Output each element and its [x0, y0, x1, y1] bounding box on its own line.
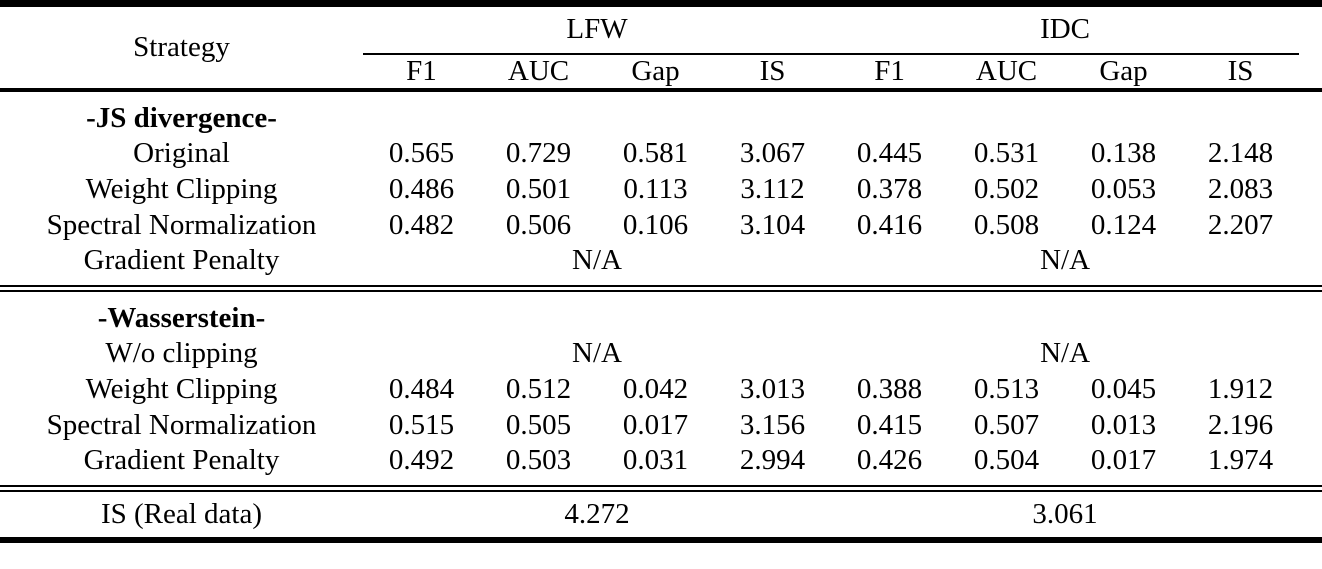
row-label: Weight Clipping — [85, 173, 278, 206]
col-header-lfw-gap: Gap — [597, 54, 714, 90]
empty-cell — [1299, 244, 1322, 289]
cell: 0.486 — [388, 173, 455, 206]
empty-cell — [1299, 136, 1322, 172]
cell: 0.415 — [856, 408, 923, 441]
cell: 0.378 — [856, 173, 923, 206]
cell: 3.104 — [739, 209, 806, 242]
cell: 0.512 — [505, 372, 572, 405]
col-header-lfw-f1: F1 — [363, 54, 480, 90]
na-cell-lfw: N/A — [572, 336, 622, 369]
cell: 0.565 — [388, 137, 455, 170]
cell: 0.106 — [622, 209, 689, 242]
empty-cell — [1299, 172, 1322, 208]
na-cell-idc: N/A — [831, 244, 1299, 289]
col-header-lfw-is: IS — [714, 54, 831, 90]
cell: 0.053 — [1090, 173, 1157, 206]
table-row — [0, 244, 1322, 289]
cell: 3.156 — [739, 408, 806, 441]
row-label: Weight Clipping — [85, 372, 278, 405]
cell: 3.013 — [739, 372, 806, 405]
cell: 0.388 — [856, 372, 923, 405]
cell: 0.508 — [973, 209, 1040, 242]
col-header-idc-f1: F1 — [831, 54, 948, 90]
col-header-idc-is: IS — [1182, 54, 1299, 90]
cell: 0.138 — [1090, 137, 1157, 170]
empty-cell — [1299, 372, 1322, 408]
cell: 0.531 — [973, 137, 1040, 170]
cell: 1.912 — [1207, 372, 1274, 405]
cell: 0.492 — [363, 444, 480, 489]
empty-cell — [363, 90, 1299, 136]
cell: 0.513 — [973, 372, 1040, 405]
strategy-column-header: Strategy — [0, 4, 363, 90]
section-title: -Wasserstein- — [97, 302, 266, 335]
empty-cell — [1299, 289, 1322, 336]
cell: 2.196 — [1207, 408, 1274, 441]
cell: 0.515 — [388, 408, 455, 441]
cell: 0.416 — [856, 209, 923, 242]
row-label: Spectral Normalization — [46, 209, 317, 242]
cell: 3.112 — [740, 173, 805, 206]
cell: 0.501 — [505, 173, 572, 206]
table-row — [0, 372, 1322, 408]
cell: 2.207 — [1207, 209, 1274, 242]
real-is-lfw: 4.272 — [564, 497, 630, 530]
empty-cell — [1299, 90, 1322, 136]
col-header-idc-auc: AUC — [948, 54, 1065, 90]
cell: 1.974 — [1182, 444, 1299, 489]
section-title: -JS divergence- — [86, 102, 277, 135]
cell: 0.445 — [856, 137, 923, 170]
empty-cell — [1299, 336, 1322, 372]
empty-cell — [1299, 444, 1322, 489]
empty-cell — [363, 289, 1299, 336]
table-row — [0, 408, 1322, 444]
header-spacer — [1299, 4, 1322, 90]
cell: 0.124 — [1090, 209, 1157, 242]
empty-cell — [1299, 488, 1322, 540]
empty-cell — [1299, 208, 1322, 244]
cell: 3.067 — [739, 137, 806, 170]
group-header-idc: IDC — [1040, 13, 1091, 46]
col-header-lfw-auc: AUC — [480, 54, 597, 90]
table-row — [0, 172, 1322, 208]
row-label: Gradient Penalty — [0, 244, 363, 289]
na-cell-idc: N/A — [1040, 336, 1091, 369]
cell: 0.426 — [831, 444, 948, 489]
header-row-groups — [0, 4, 1322, 54]
cell: 2.083 — [1207, 173, 1274, 206]
row-label: Original — [133, 137, 230, 170]
real-is-idc: 3.061 — [1032, 497, 1098, 530]
row-label: Gradient Penalty — [0, 444, 363, 489]
row-label: IS (Real data) — [100, 497, 263, 530]
na-cell-lfw: N/A — [363, 244, 831, 289]
cell: 2.148 — [1207, 137, 1274, 170]
row-label: Spectral Normalization — [46, 408, 317, 441]
cell: 0.504 — [948, 444, 1065, 489]
cell: 0.017 — [622, 408, 689, 441]
cell: 0.482 — [388, 209, 455, 242]
cell: 0.045 — [1090, 372, 1157, 405]
table-row — [0, 208, 1322, 244]
cell: 0.113 — [623, 173, 688, 206]
cell: 0.506 — [505, 209, 572, 242]
cell: 0.581 — [622, 137, 689, 170]
table-row — [0, 136, 1322, 172]
col-header-idc-gap: Gap — [1065, 54, 1182, 90]
empty-cell — [1299, 408, 1322, 444]
row-label: W/o clipping — [105, 336, 258, 369]
cell: 0.042 — [622, 372, 689, 405]
group-header-lfw: LFW — [566, 13, 628, 46]
cell: 0.505 — [505, 408, 572, 441]
cell: 0.502 — [973, 173, 1040, 206]
table-row — [0, 336, 1322, 372]
cell: 0.729 — [505, 137, 572, 170]
cell: 0.507 — [973, 408, 1040, 441]
real-data-row — [0, 488, 1322, 540]
cell: 2.994 — [714, 444, 831, 489]
table-row — [0, 444, 1322, 489]
cell: 0.017 — [1065, 444, 1182, 489]
section-header-row — [0, 289, 1322, 336]
section-header-row — [0, 90, 1322, 136]
cell: 0.503 — [480, 444, 597, 489]
cell: 0.031 — [597, 444, 714, 489]
cell: 0.013 — [1090, 408, 1157, 441]
cell: 0.484 — [388, 372, 455, 405]
